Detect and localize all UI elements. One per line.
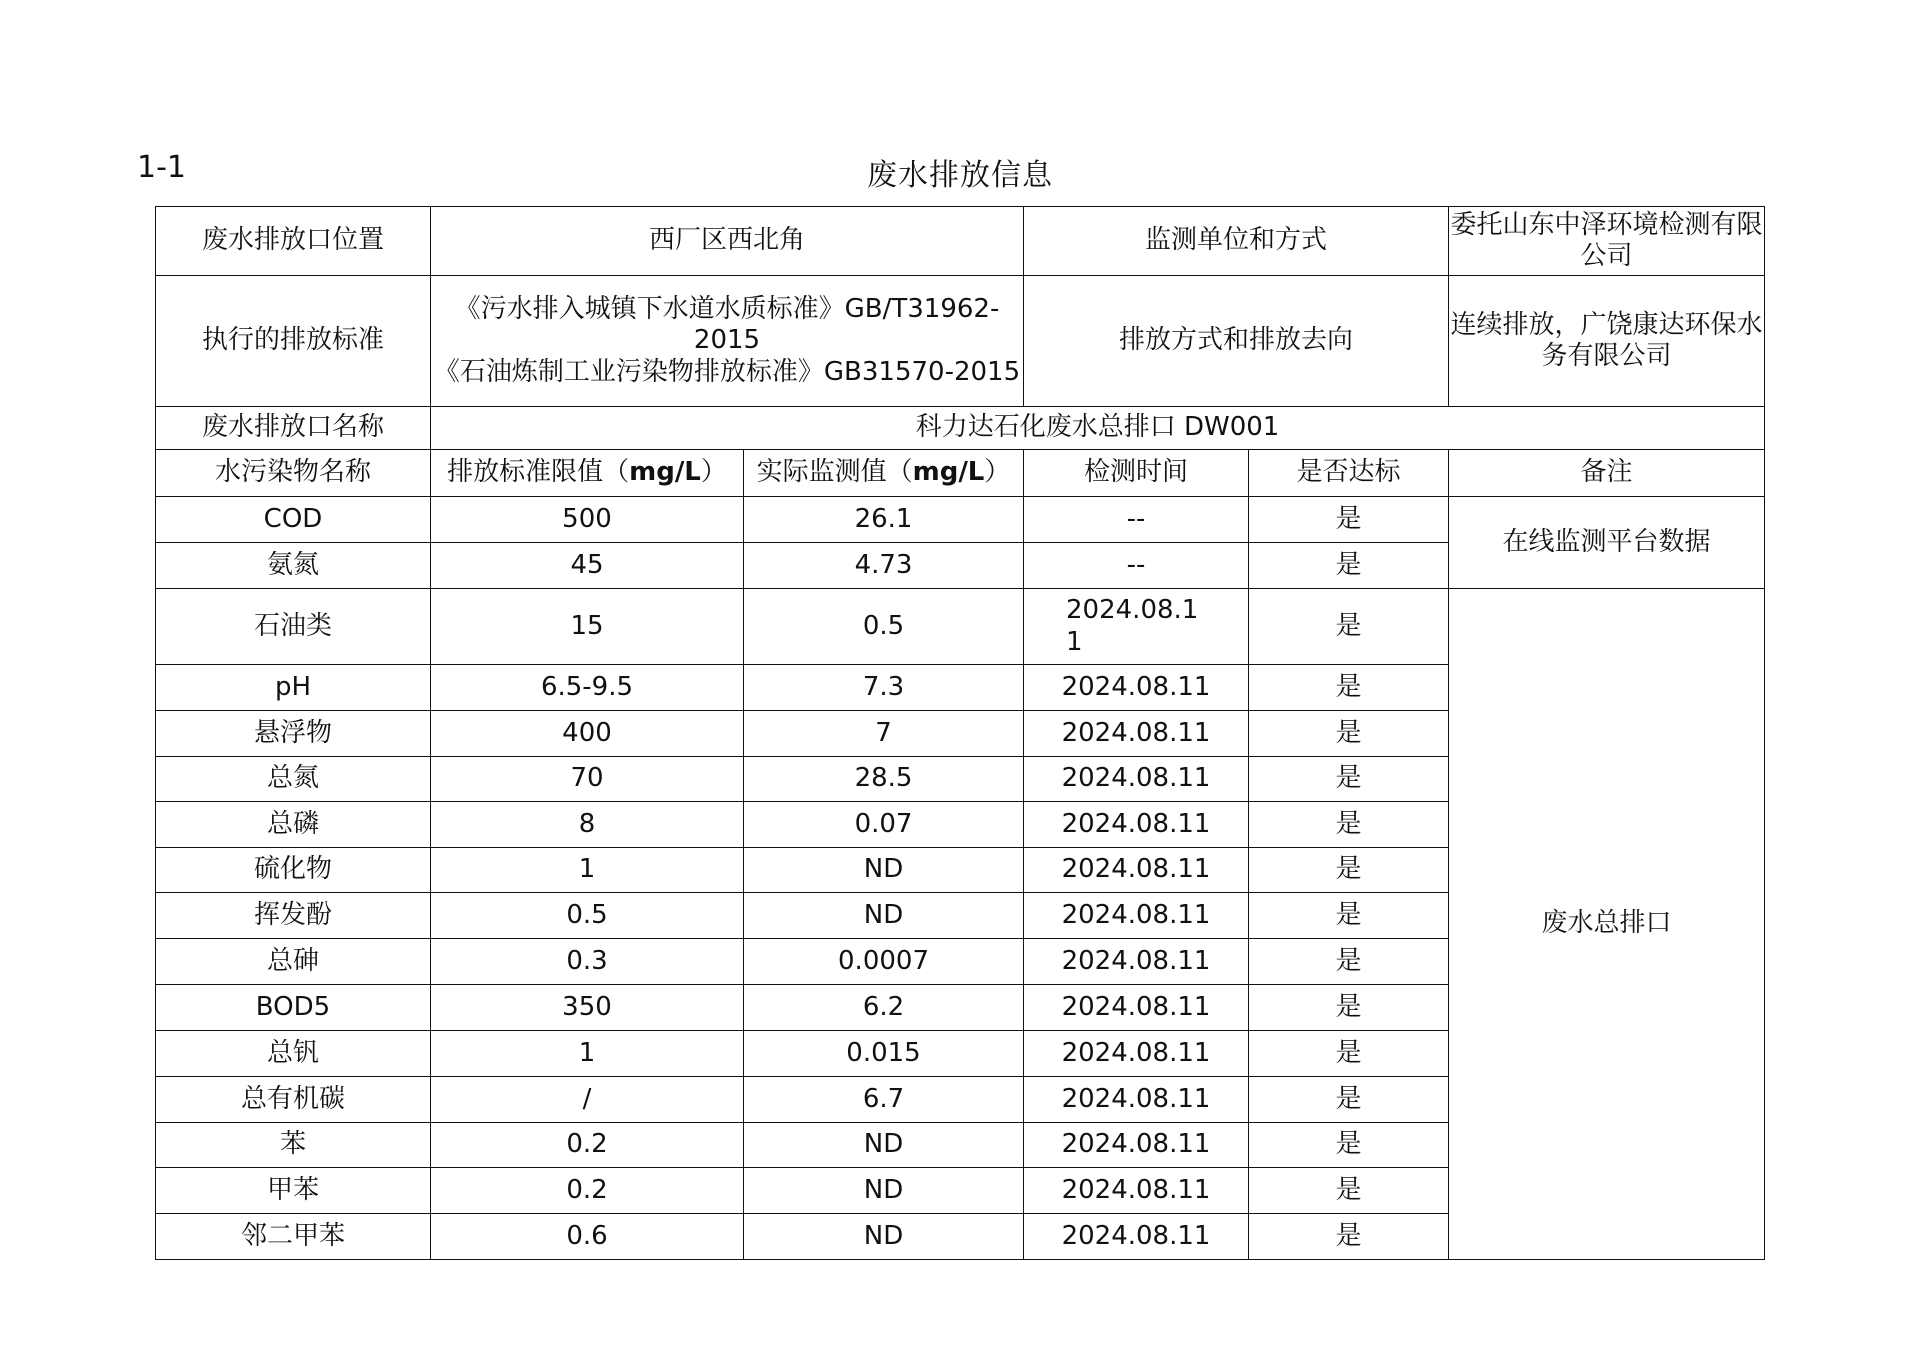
col-compliant: 是否达标 <box>1249 450 1449 497</box>
column-header-row <box>156 450 1765 497</box>
col-time: 检测时间 <box>1024 450 1249 497</box>
limit-value: 0.5 <box>431 893 744 939</box>
col-actual-unit: mg/L <box>912 457 985 488</box>
compliant-value: 是 <box>1249 985 1449 1031</box>
test-time: -- <box>1024 543 1249 589</box>
pollutant-name: 邻二甲苯 <box>156 1214 431 1260</box>
limit-value: 45 <box>431 543 744 589</box>
outlet-name-label: 废水排放口名称 <box>156 407 431 450</box>
actual-value: 6.7 <box>744 1077 1024 1123</box>
actual-value: ND <box>744 1123 1024 1168</box>
test-time: 2024.08.11 <box>1024 665 1249 711</box>
compliant-value: 是 <box>1249 589 1449 665</box>
compliant-value: 是 <box>1249 1168 1449 1214</box>
compliant-value: 是 <box>1249 711 1449 757</box>
limit-value: 1 <box>431 848 744 893</box>
standard-value <box>431 276 1024 407</box>
pollutant-name: 甲苯 <box>156 1168 431 1214</box>
monitor-label: 监测单位和方式 <box>1024 207 1449 276</box>
compliant-value: 是 <box>1249 757 1449 802</box>
pollutant-name: 挥发酚 <box>156 893 431 939</box>
pollutant-name: BOD5 <box>156 985 431 1031</box>
actual-value: 7.3 <box>744 665 1024 711</box>
pollutant-name: 总磷 <box>156 802 431 848</box>
test-time: 2024.08.11 <box>1024 802 1249 848</box>
actual-value: 0.0007 <box>744 939 1024 985</box>
col-limit-suffix: ） <box>700 457 727 488</box>
outlet-name-row <box>156 407 1765 450</box>
test-time: 2024.08.11 <box>1024 1214 1249 1260</box>
pollutant-name: 氨氮 <box>156 543 431 589</box>
test-time: 2024.08.11 <box>1024 1031 1249 1077</box>
test-time: 2024.08.11 <box>1024 893 1249 939</box>
limit-value: 0.2 <box>431 1168 744 1214</box>
outlet-location-value: 西厂区西北角 <box>431 207 1024 276</box>
test-time <box>1024 589 1249 665</box>
wastewater-discharge-table <box>155 206 1765 1260</box>
table-row <box>156 589 1765 665</box>
limit-value: 0.3 <box>431 939 744 985</box>
actual-value: 0.5 <box>744 589 1024 665</box>
compliant-value: 是 <box>1249 497 1449 543</box>
test-time: 2024.08.11 <box>1024 757 1249 802</box>
actual-value: 0.015 <box>744 1031 1024 1077</box>
compliant-value: 是 <box>1249 543 1449 589</box>
col-remark: 备注 <box>1449 450 1765 497</box>
pollutant-name: 总砷 <box>156 939 431 985</box>
compliant-value: 是 <box>1249 939 1449 985</box>
pollutant-name: COD <box>156 497 431 543</box>
col-limit-unit: mg/L <box>629 457 701 488</box>
actual-value: ND <box>744 893 1024 939</box>
pollutant-name: 石油类 <box>156 589 431 665</box>
page-title: 废水排放信息 <box>867 158 1053 193</box>
actual-value: 0.07 <box>744 802 1024 848</box>
actual-value: ND <box>744 848 1024 893</box>
compliant-value: 是 <box>1249 893 1449 939</box>
limit-value: 500 <box>431 497 744 543</box>
standard-row <box>156 276 1765 407</box>
limit-value: 15 <box>431 589 744 665</box>
col-limit-prefix: 排放标准限值（ <box>447 457 630 488</box>
pollutant-name: 硫化物 <box>156 848 431 893</box>
pollutant-name: pH <box>156 665 431 711</box>
actual-value: ND <box>744 1214 1024 1260</box>
test-time-line-2: 1 <box>1066 626 1083 657</box>
test-time: 2024.08.11 <box>1024 1168 1249 1214</box>
limit-value: 8 <box>431 802 744 848</box>
compliant-value: 是 <box>1249 1031 1449 1077</box>
limit-value: 70 <box>431 757 744 802</box>
table-row <box>156 497 1765 543</box>
test-time: 2024.08.11 <box>1024 848 1249 893</box>
pollutant-name: 悬浮物 <box>156 711 431 757</box>
actual-value: 26.1 <box>744 497 1024 543</box>
compliant-value: 是 <box>1249 1123 1449 1168</box>
outlet-location-row <box>156 207 1765 276</box>
monitor-value: 委托山东中泽环境检测有限公司 <box>1449 207 1765 276</box>
pollutant-name: 总氮 <box>156 757 431 802</box>
discharge-label: 排放方式和排放去向 <box>1024 276 1449 407</box>
test-time: 2024.08.11 <box>1024 939 1249 985</box>
section-number: 1-1 <box>137 150 186 185</box>
col-actual-suffix: ） <box>984 457 1011 488</box>
pollutant-name: 总钒 <box>156 1031 431 1077</box>
remark-online: 在线监测平台数据 <box>1449 497 1765 589</box>
limit-value: 6.5-9.5 <box>431 665 744 711</box>
limit-value: 0.6 <box>431 1214 744 1260</box>
remark-outlet: 废水总排口 <box>1449 589 1765 1260</box>
compliant-value: 是 <box>1249 665 1449 711</box>
col-actual <box>744 450 1024 497</box>
limit-value: 0.2 <box>431 1123 744 1168</box>
actual-value: ND <box>744 1168 1024 1214</box>
pollutant-name: 总有机碳 <box>156 1077 431 1123</box>
limit-value: / <box>431 1077 744 1123</box>
test-time: 2024.08.11 <box>1024 985 1249 1031</box>
pollutant-name: 苯 <box>156 1123 431 1168</box>
actual-value: 28.5 <box>744 757 1024 802</box>
actual-value: 4.73 <box>744 543 1024 589</box>
test-time: 2024.08.11 <box>1024 711 1249 757</box>
col-actual-prefix: 实际监测值（ <box>756 457 913 488</box>
test-time-line-1: 2024.08.1 <box>1066 595 1199 626</box>
standard-line-1: 《污水排入城镇下水道水质标准》GB/T31962-2015 <box>454 294 1000 356</box>
limit-value: 1 <box>431 1031 744 1077</box>
outlet-location-label: 废水排放口位置 <box>156 207 431 276</box>
actual-value: 7 <box>744 711 1024 757</box>
actual-value: 6.2 <box>744 985 1024 1031</box>
test-time: 2024.08.11 <box>1024 1077 1249 1123</box>
test-time: 2024.08.11 <box>1024 1123 1249 1168</box>
compliant-value: 是 <box>1249 1214 1449 1260</box>
standard-line-2: 《石油炼制工业污染物排放标准》GB31570-2015 <box>433 356 1021 387</box>
standard-label: 执行的排放标准 <box>156 276 431 407</box>
test-time: -- <box>1024 497 1249 543</box>
col-pollutant: 水污染物名称 <box>156 450 431 497</box>
compliant-value: 是 <box>1249 802 1449 848</box>
limit-value: 350 <box>431 985 744 1031</box>
limit-value: 400 <box>431 711 744 757</box>
discharge-value: 连续排放，广饶康达环保水务有限公司 <box>1449 276 1765 407</box>
compliant-value: 是 <box>1249 848 1449 893</box>
compliant-value: 是 <box>1249 1077 1449 1123</box>
outlet-name-value: 科力达石化废水总排口 DW001 <box>431 407 1765 450</box>
col-limit <box>431 450 744 497</box>
